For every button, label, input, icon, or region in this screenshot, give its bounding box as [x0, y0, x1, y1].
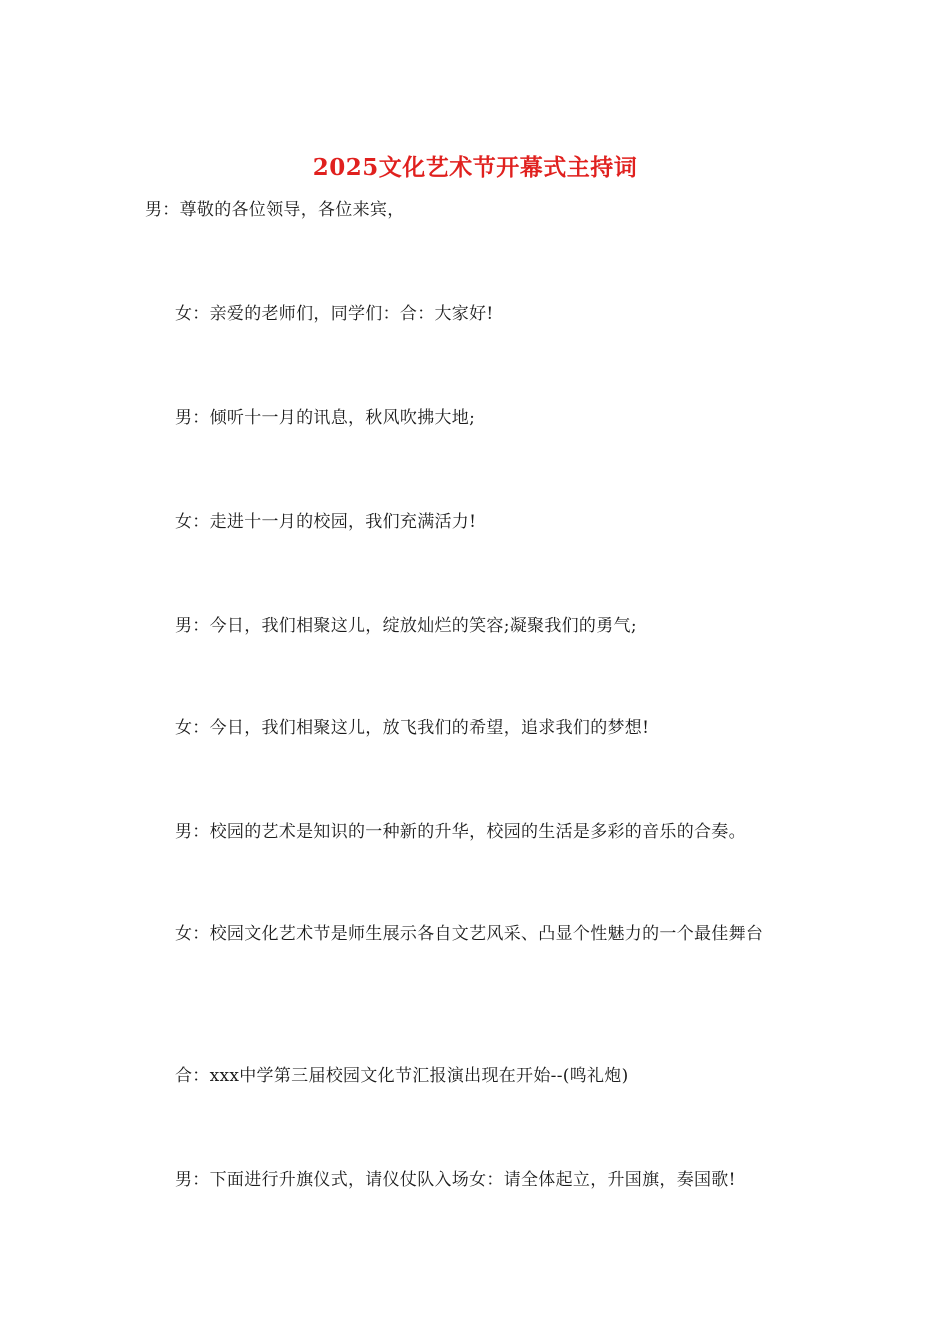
- paragraph-5: 男：今日，我们相聚这儿，绽放灿烂的笑容;凝聚我们的勇气;: [175, 616, 637, 636]
- paragraph-3: 男：倾听十一月的讯息，秋风吹拂大地;: [175, 408, 476, 428]
- paragraph-4: 女：走进十一月的校园，我们充满活力!: [175, 512, 477, 532]
- paragraph-7: 男：校园的艺术是知识的一种新的升华，校园的生活是多彩的音乐的合奏。: [175, 822, 746, 842]
- paragraph-1: 男：尊敬的各位领导，各位来宾，: [145, 200, 405, 220]
- paragraph-2: 女：亲爱的老师们，同学们：合：大家好!: [175, 304, 494, 324]
- document-title: 2025文化艺术节开幕式主持词: [312, 154, 638, 181]
- paragraph-10: 男：下面进行升旗仪式，请仪仗队入场女：请全体起立，升国旗，奏国歌!: [175, 1170, 736, 1190]
- paragraph-6: 女：今日，我们相聚这儿，放飞我们的希望，追求我们的梦想!: [175, 718, 650, 738]
- paragraph-9: 合：xxx中学第三届校园文化节汇报演出现在开始--(鸣礼炮): [175, 1066, 629, 1086]
- paragraph-8: 女：校园文化艺术节是师生展示各自文艺风采、凸显个性魅力的一个最佳舞台: [175, 924, 764, 944]
